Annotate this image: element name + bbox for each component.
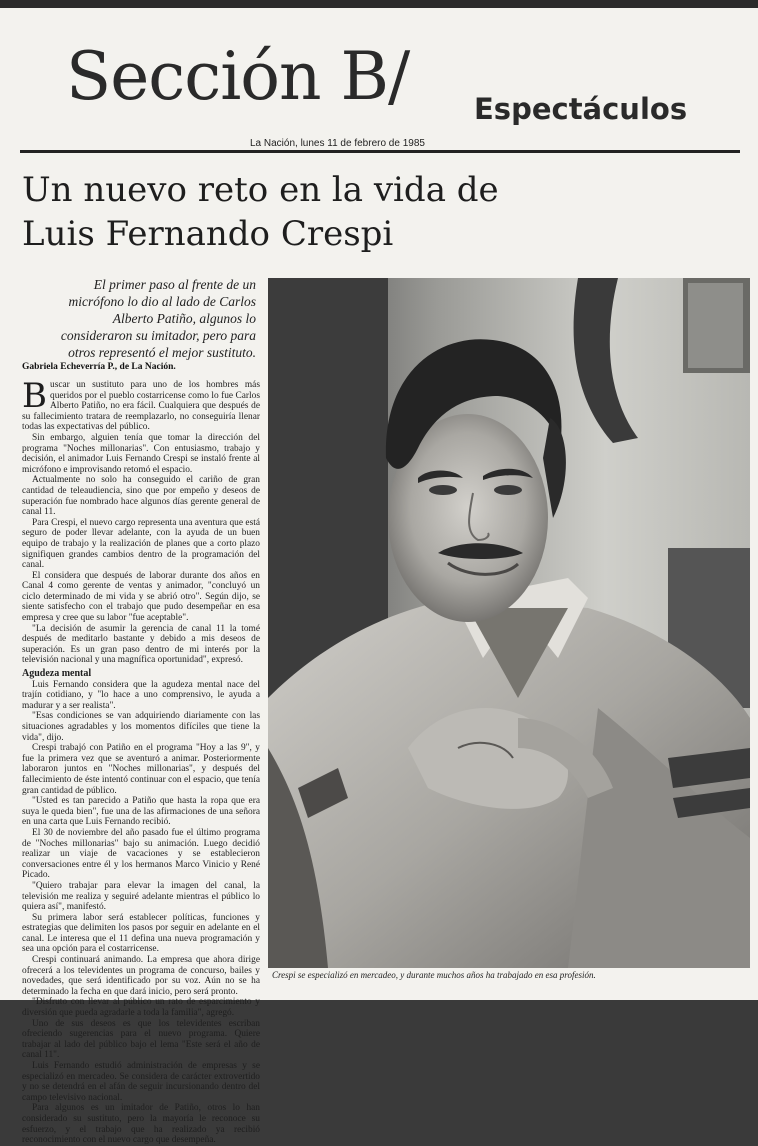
article-deck: El primer paso al frente de un micrófono lo dio al lado de Carlos Alberto Patiño, algunos lo consideraron su imitador, pero para otros representó el mejor sustituto. <box>60 277 256 360</box>
portrait-illustration <box>268 278 750 968</box>
paragraph: Crespi continuará animando. La empresa que ahora dirige ofrecerá a los televidentes un programa de concurso, bailes y novedades, que será identificado por su voz. Aún no se ha determinado la fecha en que dará inicio, pero será pronto. <box>22 955 260 997</box>
paragraph: Actualmente no solo ha conseguido el cariño de gran cantidad de teleaudiencia, sino que por empeño y deseos de superación fue nombrado hace algunos días gerente general de canal 11. <box>22 475 260 518</box>
dateline: La Nación, lunes 11 de febrero de 1985 <box>250 138 425 149</box>
paragraph: "Usted es tan parecido a Patiño que hasta la ropa que era suya le queda bien", fue una de las afirmaciones de una señora en una carta que Luis Fernando recibió. <box>22 796 260 828</box>
lead-text: uscar un sustituto para uno de los hombres más queridos por el pueblo costarricense como lo fue Carlos Alberto Patiño, no era fácil. Cualquiera que después de su fallecimiento tratara de reemplazarlo, no conseguiría llenar todas las expectativas del público. <box>22 380 260 433</box>
paragraph: "La decisión de asumir la gerencia de canal 11 la tomé después de meditarlo bastante y debido a mis deseos de superación. Es un gran paso dentro de mi interés por la televisión nacional y una magnífica oportunidad", expresó. <box>22 623 260 666</box>
dropcap: B <box>22 376 47 416</box>
paragraph: Uno de sus deseos es que los televidentes escriban ofreciendo sugerencias para el nuevo programa. Quiere trabajar al lado del público bajo el lema "Este será el año de canal 11". <box>22 1018 260 1061</box>
paragraph: Para Crespi, el nuevo cargo representa una aventura que está seguro de poder llevar adelante, con la ayuda de un buen equipo de trabajo y la realización de planes que a corto plazo signifiquen grandes cambios dentro de la programación del canal. <box>22 517 260 571</box>
top-border <box>0 0 758 8</box>
paragraph: Su primera labor será establecer políticas, funciones y estrategias que delimiten los pasos por seguir en adelante en el canal. Le interesa que el 11 defina una nueva programación y sea una opción para el costarricense. <box>22 912 260 955</box>
lead-paragraph <box>22 376 260 433</box>
paragraph: "Disfruto con llevar al público un rato de esparcimiento y diversión que pueda agradarle a toda la familia", agregó. <box>22 997 260 1019</box>
paragraph: "Esas condiciones se van adquiriendo diariamente con las situaciones agradables y los momentos difíciles que tiene la vida", dijo. <box>22 711 260 743</box>
paragraph: Luis Fernando estudió administración de empresas y se especializó en mercadeo. Se considera de carácter extrovertido y no se detendrá en el afán de seguir incursionando dentro del campo televisivo nacional. <box>22 1061 260 1103</box>
paragraph: Luis Fernando considera que la agudeza mental nace del trajín cotidiano, y "lo hace a uno comprensivo, le ayuda a madurar y a ser realista". <box>22 679 260 711</box>
article-headline: Un nuevo reto en la vida de Luis Fernando Crespi <box>22 170 499 254</box>
article-body <box>22 376 260 1146</box>
paragraph: El considera que después de laborar durante dos años en Canal 4 como gerente de ventas y animador, "concluyó un ciclo determinado de mi vida y se abrió otro". Según dijo, se siente satisfecho con el trabajo que pudo desempeñar en esa empresa y cree que su labor "fue aceptable". <box>22 570 260 624</box>
article-byline: Gabriela Echeverría P., de La Nación. <box>22 362 176 372</box>
paragraph: Sin embargo, alguien tenía que tomar la dirección del programa "Noches millonarias". Con entusiasmo, trabajo y decisión, el animador Luis Fernando Crespi se instaló frente al micrófono e improvisando retomó el espacio. <box>22 432 260 475</box>
section-title: Sección B/ <box>66 38 410 115</box>
paragraph: Crespi trabajó con Patiño en el programa "Hoy a las 9", y fue la primera vez que se aventuró a animar. Posteriormente laboraron juntos en "Noches millonarias", y después del fallecimiento de éste intentó continuar con el espacio, que tenía gran cantidad de público. <box>22 743 260 796</box>
article-subhead: Agudeza mental <box>22 668 92 680</box>
portrait-photo <box>268 278 750 968</box>
paragraph: El 30 de noviembre del año pasado fue el último programa de "Noches millonarias" bajo su animación. Luego decidió realizar un viaje de vacaciones y se establecieron conversaciones entre él y los hermanos Marco Vinicio y René Picado. <box>22 827 260 881</box>
paragraph: Para algunos es un imitador de Patiño, otros lo han considerado su sustituto, pero la mayoría le reconoce su esfuerzo, y el trabajo que ha realizado ya recibió reconocimiento con el nuevo cargo que desempeña. <box>22 1103 260 1146</box>
paragraph: "Quiero trabajar para elevar la imagen del canal, la televisión me realiza y seguiré adelante mientras el público lo quiera así", manifestó. <box>22 880 260 913</box>
masthead-rule <box>20 150 740 153</box>
photo-caption: Crespi se especializó en mercadeo, y durante muchos años ha trabajado en esa profesión. <box>272 970 596 980</box>
section-category: Espectáculos <box>474 92 688 126</box>
